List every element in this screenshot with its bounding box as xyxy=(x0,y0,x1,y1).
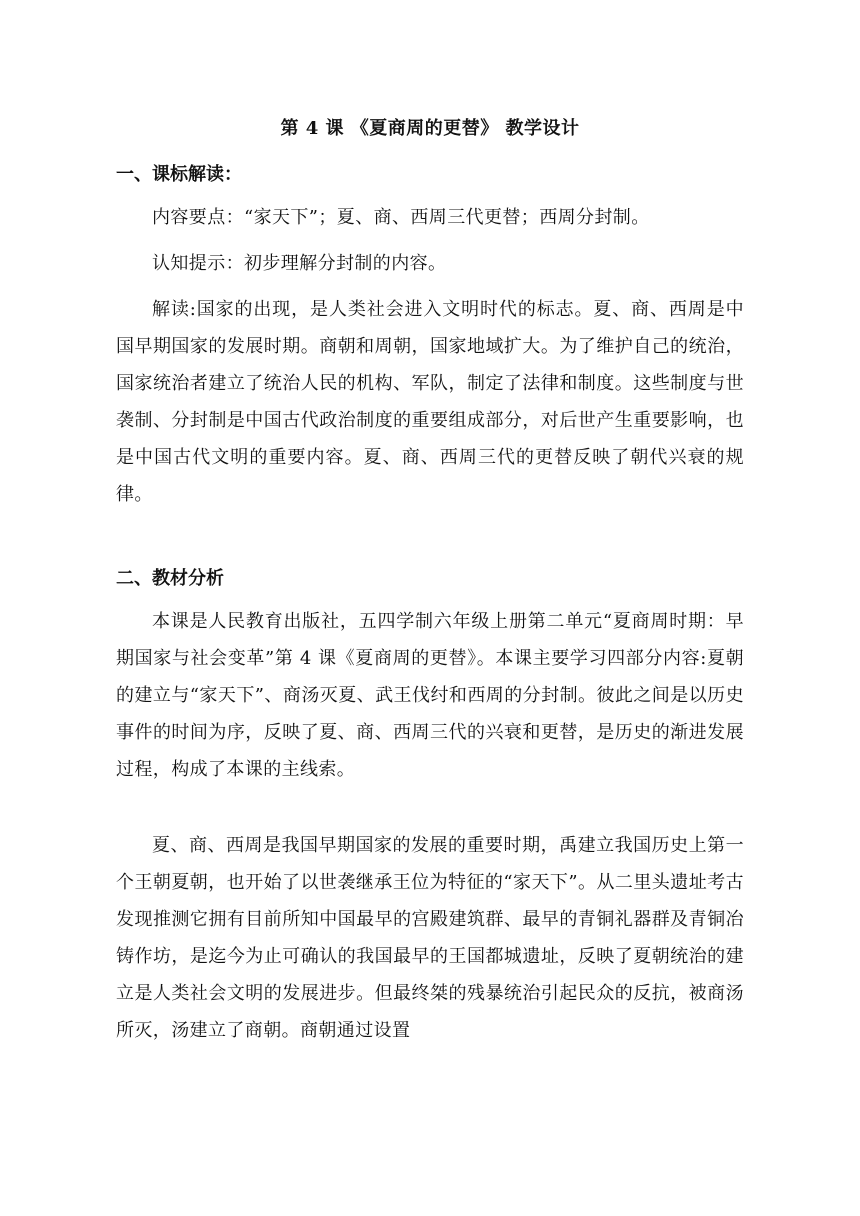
paragraph-xia-shang-zhou: 夏、商、西周是我国早期国家的发展的重要时期，禹建立我国历史上第一个王朝夏朝，也开始了以世袭继承王位为特征的“家天下”。从二里头遗址考古发现推测它拥有目前所知中国最早的宫殿建筑群、最早的青铜礼器群及青铜冶铸作坊，是迄今为止可确认的我国最早的王国都城遗址，反映了夏朝统治的建立是人类社会文明的发展进步。但最终桀的残暴统治引起民众的反抗，被商汤所灭，汤建立了商朝。商朝通过设置 xyxy=(116,835,744,1041)
paragraph-textbook-overview: 本课是人民教育出版社，五四学制六年级上册第二单元“夏商周时期：早期国家与社会变革”第 4 课《夏商周的更替》。本课主要学习四部分内容:夏朝的建立与“家天下”、商汤灭夏、武王伐纣和西周的分封制。彼此之间是以历史事件的时间为序，反映了夏、商、西周三代的兴衰和更替，是历史的渐进发展过程，构成了本课的主线索。 xyxy=(116,611,744,780)
section-heading-curriculum: 一、课标解读： xyxy=(116,164,242,185)
section-heading-textbook: 二、教材分析 xyxy=(116,568,224,589)
paragraph-cognitive-hint: 认知提示：初步理解分封制的内容。 xyxy=(152,253,447,274)
document-title: 第 4 课 《夏商周的更替》 教学设计 xyxy=(280,118,580,139)
paragraph-content-points: 内容要点：“家天下”；夏、商、西周三代更替；西周分封制。 xyxy=(152,207,650,228)
paragraph-interpretation: 解读:国家的出现，是人类社会进入文明时代的标志。夏、商、西周是中国早期国家的发展时期。商朝和周朝，国家地域扩大。为了维护自己的统治，国家统治者建立了统治人民的机构、军队，制定了法律和制度。这些制度与世袭制、分封制是中国古代政治制度的重要组成部分，对后世产生重要影响，也是中国古代文明的重要内容。夏、商、西周三代的更替反映了朝代兴衰的规律。 xyxy=(116,299,744,505)
